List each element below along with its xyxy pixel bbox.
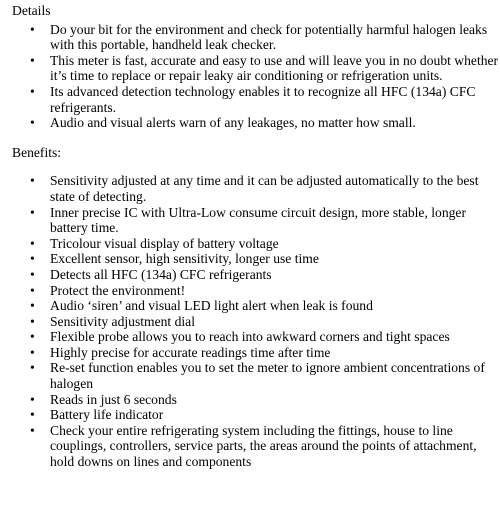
list-item-text: Its advanced detection technology enables it to recognize all HFC (134a) CFC refrigerants. xyxy=(50,83,476,115)
list-item-text: Protect the environment! xyxy=(50,282,186,298)
list-item xyxy=(30,173,500,204)
bullet-icon: • xyxy=(30,21,35,37)
list-item xyxy=(30,344,500,361)
bullet-icon: • xyxy=(30,52,35,68)
list-item xyxy=(30,251,500,267)
bullet-icon: • xyxy=(30,298,35,314)
benefits-list xyxy=(12,173,500,469)
bullet-icon: • xyxy=(30,235,35,251)
list-item xyxy=(30,83,500,115)
bullet-icon: • xyxy=(30,282,35,298)
list-item xyxy=(30,21,500,53)
bullet-icon: • xyxy=(30,204,35,220)
benefits-heading: Benefits: xyxy=(12,144,62,160)
bullet-icon: • xyxy=(30,329,35,345)
bullet-icon: • xyxy=(30,407,35,423)
list-item xyxy=(30,422,500,470)
list-item-text: Battery life indicator xyxy=(50,407,164,423)
list-item xyxy=(30,360,500,392)
list-item xyxy=(30,266,500,283)
bullet-icon: • xyxy=(30,344,35,360)
list-item-text: Excellent sensor, high sensitivity, longer use time xyxy=(50,251,319,267)
list-item-text: Reads in just 6 seconds xyxy=(50,391,177,407)
list-item xyxy=(30,313,500,330)
list-item-text: Highly precise for accurate readings time after time xyxy=(50,344,331,360)
bullet-icon: • xyxy=(30,173,35,189)
details-list xyxy=(12,22,500,131)
list-item-text: Flexible probe allows you to reach into awkward corners and tight spaces xyxy=(50,329,450,345)
list-item-text: This meter is fast, accurate and easy to use and will leave you in no doubt whether it’s time to replace or repair leaky air conditioning or refrigeration units. xyxy=(50,52,499,84)
bullet-icon: • xyxy=(30,83,35,99)
bullet-icon: • xyxy=(30,422,35,438)
list-item xyxy=(30,235,500,252)
details-heading: Details xyxy=(12,3,51,18)
list-item-text: Check your entire refrigerating system including the fittings, house to line couplings, controllers, service parts, the areas around the points of attachment, hold downs on lines and components xyxy=(50,422,477,470)
list-item-text: Audio ‘siren’ and visual LED light alert when leak is found xyxy=(50,298,373,314)
list-item-text: Sensitivity adjusted at any time and it can be adjusted automatically to the best state of detecting. xyxy=(50,173,479,204)
list-item-text: Re-set function enables you to set the meter to ignore ambient concentrations of halogen xyxy=(50,360,485,392)
list-item xyxy=(30,115,500,131)
document-page xyxy=(0,3,500,520)
bullet-icon: • xyxy=(30,251,35,267)
list-item xyxy=(30,204,500,236)
list-item xyxy=(30,298,500,314)
list-item-text: Do your bit for the environment and check for potentially harmful halogen leaks with this portable, handheld leak checker. xyxy=(50,21,488,53)
list-item xyxy=(30,407,500,423)
list-item xyxy=(30,329,500,345)
bullet-icon: • xyxy=(30,266,35,282)
list-item-text: Tricolour visual display of battery voltage xyxy=(50,235,279,251)
bullet-icon: • xyxy=(30,391,35,407)
list-item-text: Detects all HFC (134a) CFC refrigerants xyxy=(50,266,272,282)
bullet-icon: • xyxy=(30,313,35,329)
list-item-text: Sensitivity adjustment dial xyxy=(50,313,195,329)
list-item xyxy=(30,391,500,408)
list-item xyxy=(30,52,500,84)
bullet-icon: • xyxy=(30,360,35,376)
list-item-text: Audio and visual alerts warn of any leakages, no matter how small. xyxy=(50,115,416,131)
list-item xyxy=(30,282,500,299)
list-item-text: Inner precise IC with Ultra-Low consume circuit design, more stable, longer battery time. xyxy=(50,204,466,236)
bullet-icon: • xyxy=(30,115,35,131)
